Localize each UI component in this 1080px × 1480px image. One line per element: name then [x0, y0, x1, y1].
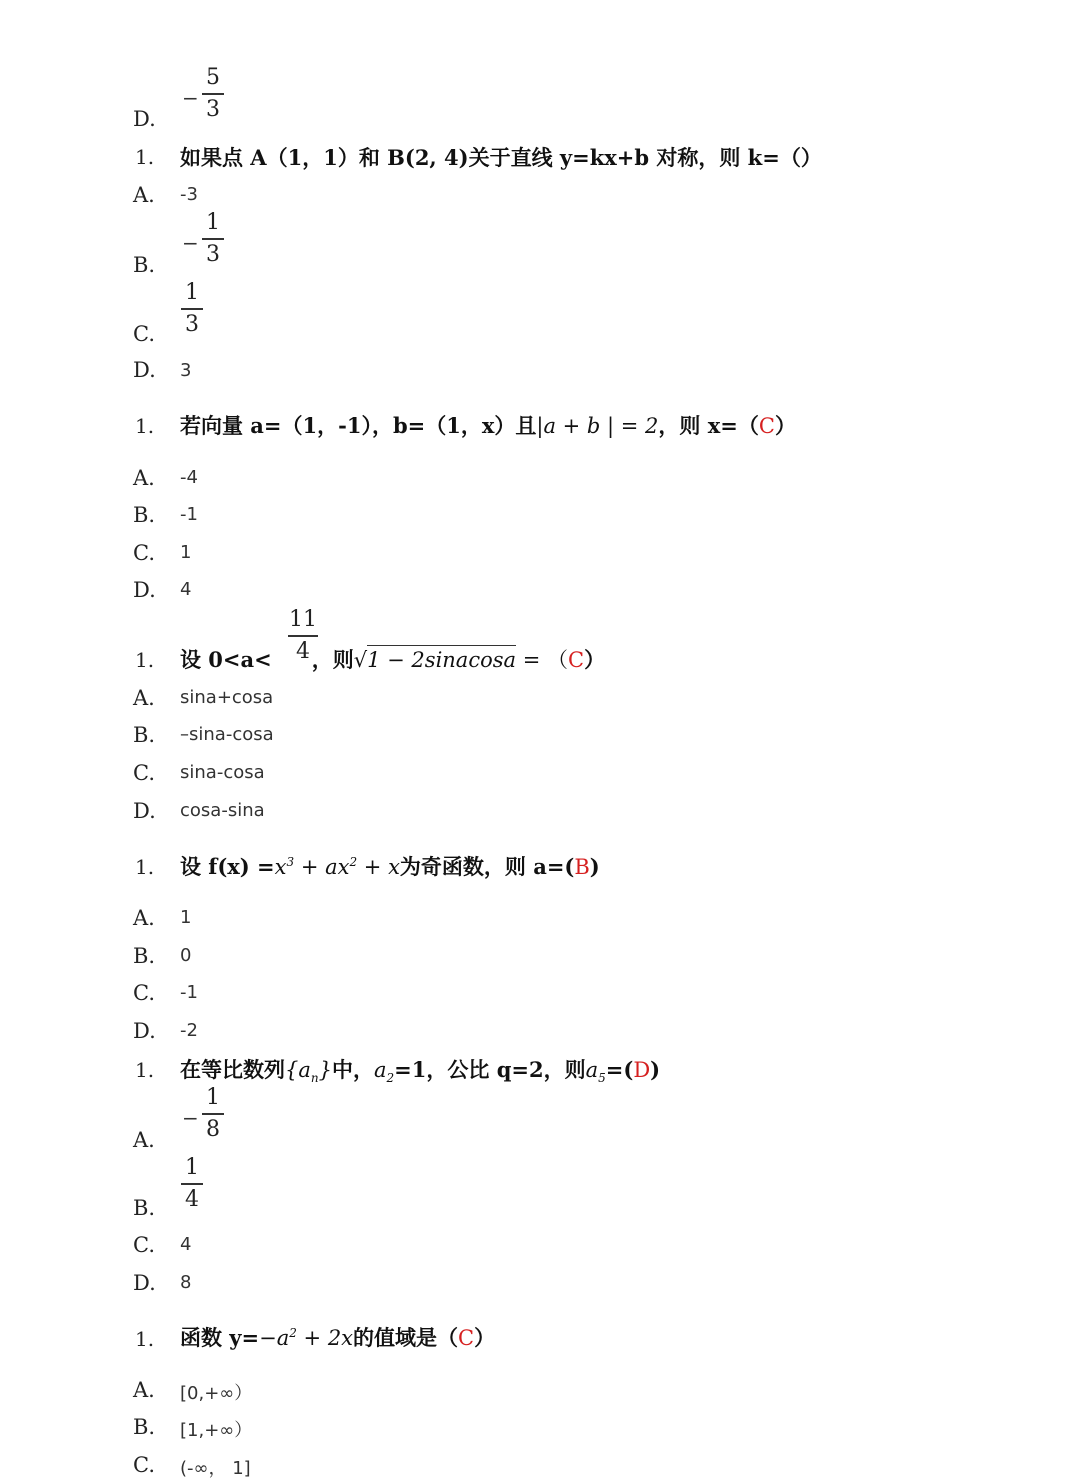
question-number: 1.	[135, 414, 155, 438]
option-label: C.	[133, 761, 155, 785]
option-label: C.	[133, 541, 155, 565]
option-label: B.	[133, 944, 156, 968]
question-number: 1.	[135, 1327, 155, 1351]
question-suffix: 的值域是（	[353, 1325, 459, 1350]
option-value: sina+cosa	[180, 687, 274, 708]
option-label: B.	[133, 503, 156, 527]
option-value: -1	[180, 504, 198, 525]
question-number: 1.	[135, 855, 155, 879]
option-label: B.	[133, 1196, 156, 1220]
fraction-bar	[202, 93, 224, 95]
sqrt-radicand: 1 − 2sinacosa	[367, 645, 516, 672]
fraction-denominator: 4	[296, 638, 310, 664]
question-middle: 中，	[332, 1057, 374, 1082]
close-paren: ）	[584, 647, 606, 672]
option-value: 8	[180, 1272, 192, 1293]
fraction-denominator: 3	[185, 311, 199, 337]
fraction-numerator: 1	[185, 280, 199, 305]
math-expression: $x^3 + ax^2 + x$	[274, 855, 400, 879]
question-prefix: 函数 y=	[180, 1325, 260, 1350]
fraction-option-b	[202, 211, 224, 267]
option-label: C.	[133, 322, 155, 346]
option-label: C.	[133, 1453, 155, 1477]
option-label: B.	[133, 253, 156, 277]
option-label: A.	[133, 183, 155, 207]
fraction-numerator: 1	[206, 1085, 220, 1110]
minus-sign: −	[182, 86, 199, 110]
option-value: 4	[180, 1234, 192, 1255]
fraction-bar	[288, 635, 318, 637]
option-value: [0,+∞）	[180, 1383, 253, 1404]
option-label: C.	[133, 981, 155, 1005]
question-text	[180, 1054, 660, 1085]
question-text	[180, 1322, 495, 1352]
math-expression: $-a^2 + 2x$	[259, 1326, 354, 1350]
option-label: B.	[133, 723, 156, 747]
fraction-denominator: 8	[206, 1116, 220, 1142]
fraction-denominator: 3	[206, 241, 220, 267]
close-paren: )	[589, 854, 600, 879]
answer-letter: B	[574, 855, 590, 879]
question-suffix: ，则 x=（	[658, 413, 759, 438]
option-label: C.	[133, 1233, 155, 1257]
minus-sign: −	[182, 1106, 199, 1130]
option-label: D.	[133, 799, 156, 823]
term-a5: $a_5$	[585, 1058, 606, 1086]
option-value: 4	[180, 579, 192, 600]
option-value: cosa-sina	[180, 800, 265, 821]
option-label: A.	[133, 686, 155, 710]
option-label: D.	[133, 358, 156, 382]
fraction-bar	[202, 238, 224, 240]
fraction-option-d	[202, 66, 224, 122]
option-label: D.	[133, 107, 156, 131]
answer-letter: C	[758, 414, 775, 438]
fraction-denominator: 4	[185, 1186, 199, 1212]
question-prefix: 在等比数列	[180, 1057, 285, 1082]
question-prefix: 设 0<a<	[180, 647, 272, 672]
answer-letter: C	[568, 648, 585, 672]
question-middle: ，则	[311, 647, 354, 672]
fraction-numerator: 1	[185, 1155, 199, 1180]
option-value: -4	[180, 467, 198, 488]
equals-sign: = （	[516, 648, 568, 672]
option-value: -3	[180, 184, 198, 205]
option-value: -2	[180, 1020, 198, 1041]
question-text	[180, 410, 796, 440]
option-label: D.	[133, 1271, 156, 1295]
sequence-symbol: $\{a_n\}$	[285, 1058, 332, 1086]
option-value: (-∞， 1]	[180, 1458, 251, 1479]
question-prefix: 若向量 a=（1，-1），b=（1，x）且	[180, 413, 537, 438]
option-value: 0	[180, 945, 192, 966]
question-text	[180, 644, 605, 674]
option-label: A.	[133, 1378, 155, 1402]
close-paren: )	[650, 1057, 661, 1082]
option-value: 1	[180, 542, 192, 563]
minus-sign: −	[182, 231, 199, 255]
math-expression: |a + b | = 2	[536, 414, 659, 438]
fraction-numerator: 5	[206, 65, 220, 90]
fraction-option-a	[202, 1086, 224, 1142]
question-text	[180, 851, 600, 881]
option-label: A.	[133, 1128, 155, 1152]
fraction-bar	[181, 1183, 203, 1185]
question-suffix: 为奇函数，则 a=(	[399, 854, 575, 879]
fraction-option-b	[181, 1156, 203, 1212]
question-number: 1.	[135, 1058, 155, 1082]
option-value: [1,+∞）	[180, 1420, 253, 1441]
question-number: 1.	[135, 648, 155, 672]
option-value: 3	[180, 360, 192, 381]
question-suffix: =(	[605, 1057, 634, 1082]
option-value: sina-cosa	[180, 762, 265, 783]
question-middle-2: =1，公比 q=2，则	[394, 1057, 586, 1082]
fraction-bound	[288, 608, 318, 664]
option-label: B.	[133, 1415, 156, 1439]
fraction-denominator: 3	[206, 96, 220, 122]
sqrt-symbol: √	[353, 648, 368, 672]
option-label: A.	[133, 466, 155, 490]
close-paren: ）	[774, 413, 796, 438]
answer-letter: D	[633, 1058, 651, 1082]
fraction-option-c	[181, 281, 203, 337]
term-a2: $a_2$	[374, 1058, 395, 1086]
question-text: 如果点 A（1，1）和 B(2, 4)关于直线 y=kx+b 对称，则 k=（）	[180, 145, 822, 170]
option-value: -1	[180, 982, 198, 1003]
option-value: 1	[180, 907, 192, 928]
option-value: –sina-cosa	[180, 724, 274, 745]
fraction-numerator: 11	[289, 607, 317, 632]
question-prefix: 设 f(x) =	[180, 854, 275, 879]
answer-letter: C	[458, 1326, 475, 1350]
close-paren: ）	[474, 1325, 496, 1350]
fraction-bar	[202, 1113, 224, 1115]
option-label: D.	[133, 578, 156, 602]
option-label: A.	[133, 906, 155, 930]
fraction-numerator: 1	[206, 210, 220, 235]
fraction-bar	[181, 308, 203, 310]
question-number: 1.	[135, 145, 155, 169]
option-label: D.	[133, 1019, 156, 1043]
